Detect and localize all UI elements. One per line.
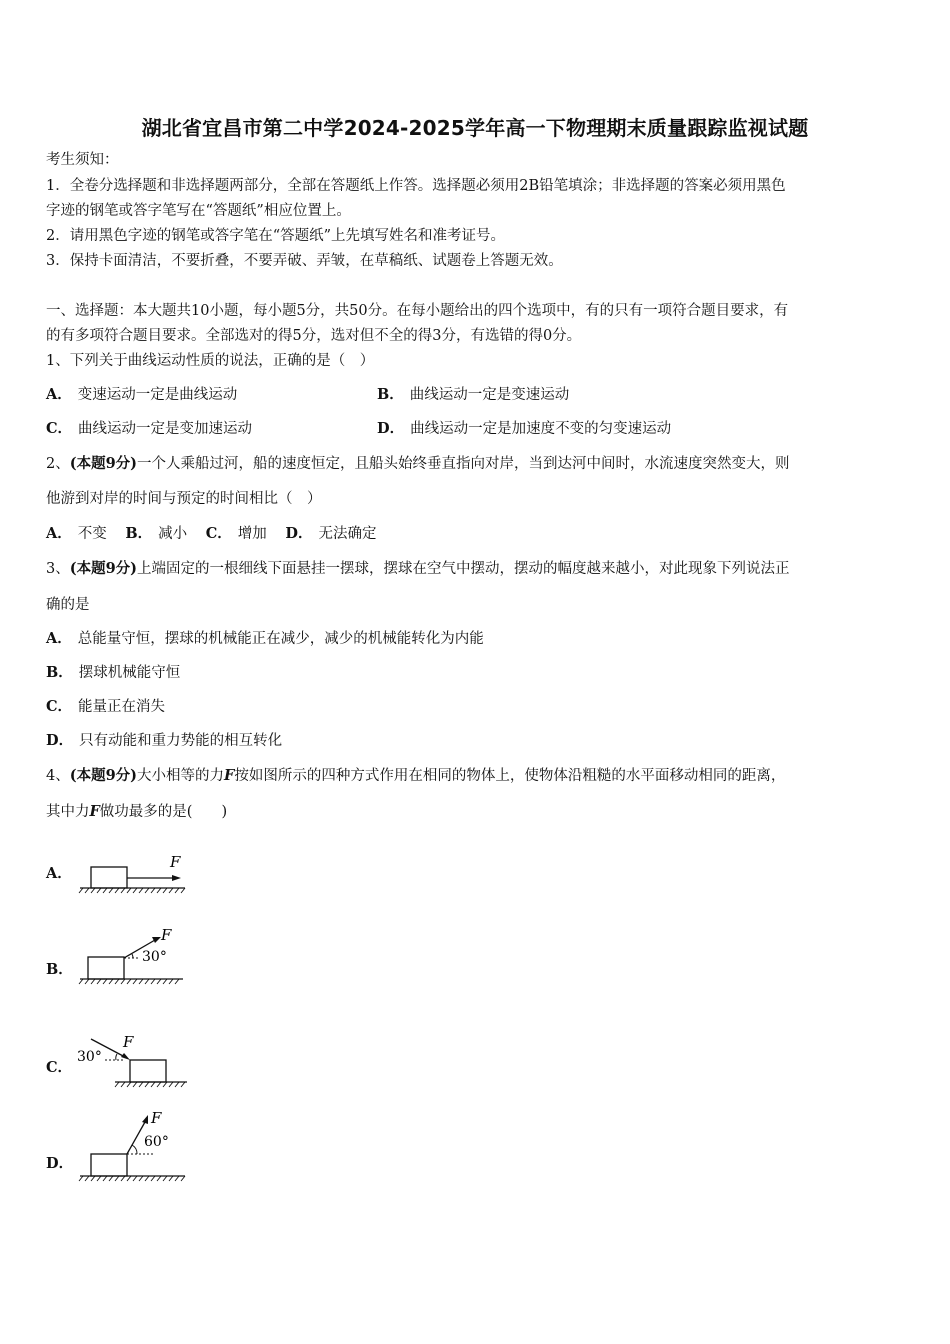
ground-hatch: [79, 888, 185, 893]
notice-line-1a: 1．全卷分选择题和非选择题两部分，全部在答题纸上作答。选择题必须用2B铅笔填涂；非选择题的答案必须用黑色: [46, 178, 786, 194]
q4-option-d-label: D．: [46, 1155, 74, 1172]
notice-heading: 考生须知：: [46, 152, 119, 168]
ground-hatch: [79, 1176, 185, 1181]
q4-figure-d: [75, 1106, 195, 1186]
force-symbol: F: [89, 803, 100, 820]
q2-stem-1: [46, 454, 908, 474]
q1-option-b: [377, 385, 569, 405]
option-label: D．: [377, 420, 405, 437]
q1-option-c: [46, 419, 252, 439]
force-label: F: [123, 1033, 134, 1051]
q2-tag: (本题9分): [69, 455, 138, 472]
option-text: 只有动能和重力势能的相互转化: [79, 733, 283, 749]
q3-option-a: [46, 629, 484, 649]
q2-stem-2: 他游到对岸的时间与预定的时间相比（ ）: [46, 491, 322, 507]
block: [130, 1060, 166, 1082]
notice-line-3: 3．保持卡面清洁，不要折叠，不要弄破、弄皱，在草稿纸、试题卷上答题无效。: [46, 253, 563, 269]
notice-line-2: 2．请用黑色字迹的钢笔或答字笔在“答题纸”上先填写姓名和准考证号。: [46, 228, 506, 244]
option-text: 摆球机械能守恒: [78, 665, 181, 681]
angle-arc: [132, 1145, 137, 1154]
option-text: 曲线运动一定是加速度不变的匀变速运动: [410, 421, 672, 437]
q3-option-c: [46, 697, 165, 717]
q3-number: 3、: [46, 561, 70, 577]
option-text: 能量正在消失: [78, 699, 166, 715]
q4-tag: (本题9分): [69, 767, 138, 784]
option-label: C．: [46, 698, 73, 715]
angle-arc: [132, 954, 133, 958]
q4-figure-a: [75, 850, 195, 900]
q1-stem: 1、下列关于曲线运动性质的说法，正确的是（ ）: [46, 353, 375, 369]
option-label: B．: [377, 386, 404, 403]
block: [91, 1154, 127, 1176]
q4-stem-2: [46, 802, 908, 822]
option-label: A．: [46, 630, 72, 647]
q4-text-d: 做功最多的是( ): [99, 804, 228, 820]
q2-options: [46, 524, 376, 544]
option-text: 曲线运动一定是变加速运动: [78, 421, 253, 437]
q4-figure-b: [75, 922, 195, 990]
force-arrow-head: [142, 1115, 148, 1124]
option-text: 变速运动一定是曲线运动: [77, 387, 238, 403]
q2-option-d: 无法确定: [318, 526, 377, 542]
force-arrow-head: [172, 875, 181, 881]
q2-option-c: 增加: [237, 526, 267, 542]
q4-option-a-label: A．: [46, 865, 72, 882]
angle-label: 60°: [144, 1134, 169, 1150]
q3-option-b: [46, 663, 180, 683]
angle-label: 30°: [77, 1049, 102, 1065]
force-arrow-head: [152, 937, 161, 943]
q3-stem-2: 确的是: [46, 597, 90, 613]
q4-option-b-label: B．: [46, 961, 73, 978]
option-text: 曲线运动一定是变速运动: [409, 387, 570, 403]
block: [88, 957, 124, 979]
q2-number: 2、: [46, 456, 70, 472]
option-label: D．: [46, 732, 74, 749]
angle-arc: [116, 1054, 117, 1060]
option-label: D．: [285, 525, 313, 542]
option-label: C．: [46, 420, 73, 437]
section-intro-2: 的有多项符合题目要求。全部选对的得5分，选对但不全的得3分，有选错的得0分。: [46, 328, 582, 344]
option-label: C．: [205, 525, 232, 542]
ground-hatch: [115, 1082, 185, 1087]
q4-stem-1: [46, 766, 908, 786]
q3-option-d: [46, 731, 282, 751]
force-label: F: [170, 853, 181, 871]
q4-text-b: 按如图所示的四种方式作用在相同的物体上，使物体沿粗糙的水平面移动相同的距离，: [234, 768, 786, 784]
option-label: B．: [125, 525, 153, 542]
option-label: B．: [46, 664, 73, 681]
q3-text: 上端固定的一根细线下面悬挂一摆球，摆球在空气中摆动，摆动的幅度越来越小，对此现象下列说法正: [137, 561, 790, 577]
angle-label: 30°: [142, 949, 167, 965]
q3-stem-1: [46, 559, 908, 579]
q1-option-a: [46, 385, 237, 405]
q2-option-a: 不变: [77, 526, 107, 542]
force-label: F: [151, 1109, 162, 1127]
q4-option-c-label: C．: [46, 1059, 73, 1076]
q1-option-d: [377, 419, 671, 439]
q4-text-a: 大小相等的力: [137, 768, 225, 784]
option-text: 总能量守恒，摆球的机械能正在减少，减少的机械能转化为内能: [77, 631, 484, 647]
q2-text: 一个人乘船过河，船的速度恒定，且船头始终垂直指向对岸，当到达河中间时，水流速度突然变大，则: [137, 456, 790, 472]
exam-title: 湖北省宜昌市第二中学2024-2025学年高一下物理期末质量跟踪监视试题: [141, 116, 809, 140]
notice-line-1b: 字迹的钢笔或答字笔写在“答题纸”相应位置上。: [46, 203, 351, 219]
force-symbol: F: [224, 767, 235, 784]
q3-tag: (本题9分): [69, 560, 138, 577]
force-label: F: [161, 926, 172, 944]
q4-number: 4、: [46, 768, 70, 784]
q2-option-b: 减小: [158, 526, 188, 542]
option-label: A．: [46, 386, 72, 403]
q4-text-c: 其中力: [46, 804, 90, 820]
force-arrow-head: [121, 1053, 130, 1060]
q4-figure-c: [75, 1030, 195, 1094]
block: [91, 867, 127, 888]
option-label: A．: [46, 525, 72, 542]
ground-hatch: [79, 979, 179, 984]
section-intro-1: 一、选择题：本大题共10小题，每小题5分，共50分。在每小题给出的四个选项中，有的只有一项符合题目要求，有: [46, 303, 789, 319]
